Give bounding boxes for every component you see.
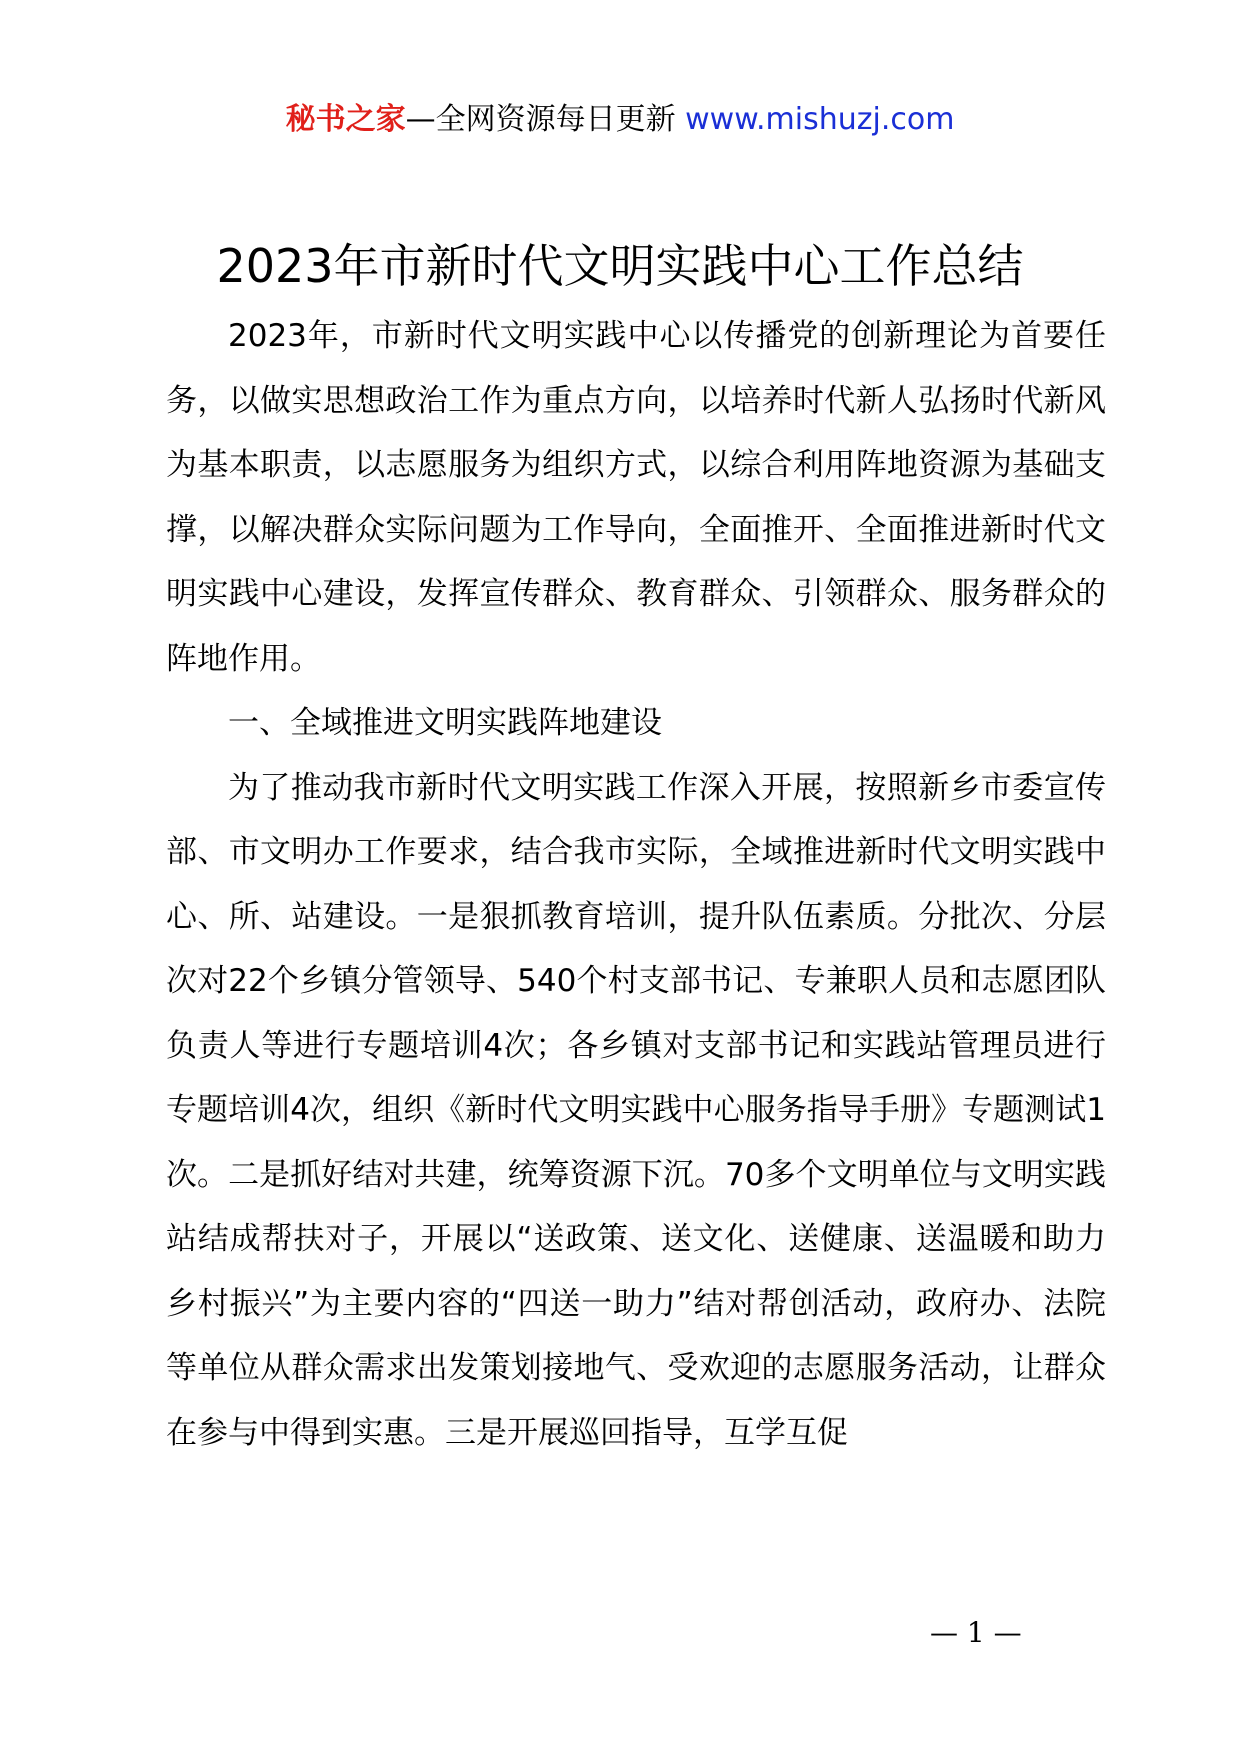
document-body [166,304,1106,1465]
site-header [0,100,1240,140]
body-paragraph: 为了推动我市新时代文明实践工作深入开展，按照新乡市委宣传部、市文明办工作要求，结合我市实际，全域推进新时代文明实践中心、所、站建设。一是狠抓教育培训，提升队伍素质。分批次、分层次对22个乡镇分管领导、540个村支部书记、专兼职人员和志愿团队负责人等进行专题培训4次；各乡镇对支部书记和实践站管理员进行专题培训4次，组织《新时代文明实践中心服务指导手册》专题测试1次。二是抓好结对共建，统筹资源下沉。70多个文明单位与文明实践站结成帮扶对子，开展以“送政策、送文化、送健康、送温暖和助力乡村振兴”为主要内容的“四送一助力”结对帮创活动，政府办、法院等单位从群众需求出发策划接地气、受欢迎的志愿服务活动，让群众在参与中得到实惠。三是开展巡回指导，互学互促 [166,769,1106,1451]
site-tagline: —全网资源每日更新 [405,102,676,137]
intro-paragraph: 2023年，市新时代文明实践中心以传播党的创新理论为首要任务，以做实思想政治工作为重点方向，以培养时代新人弘扬时代新风为基本职责，以志愿服务为组织方式，以综合利用阵地资源为基础支撑，以解决群众实际问题为工作导向，全面推开、全面推进新时代文明实践中心建设，发挥宣传群众、教育群众、引领群众、服务群众的阵地作用。 [166,318,1106,677]
document-title: 2023年市新时代文明实践中心工作总结 [216,239,1024,293]
page-number: — 1 — [930,1616,1022,1649]
site-brand: 秘书之家 [285,102,406,137]
section-heading: 一、全域推进文明实践阵地建设 [228,705,662,741]
site-url-link[interactable]: www.mishuzj.com [685,102,955,137]
